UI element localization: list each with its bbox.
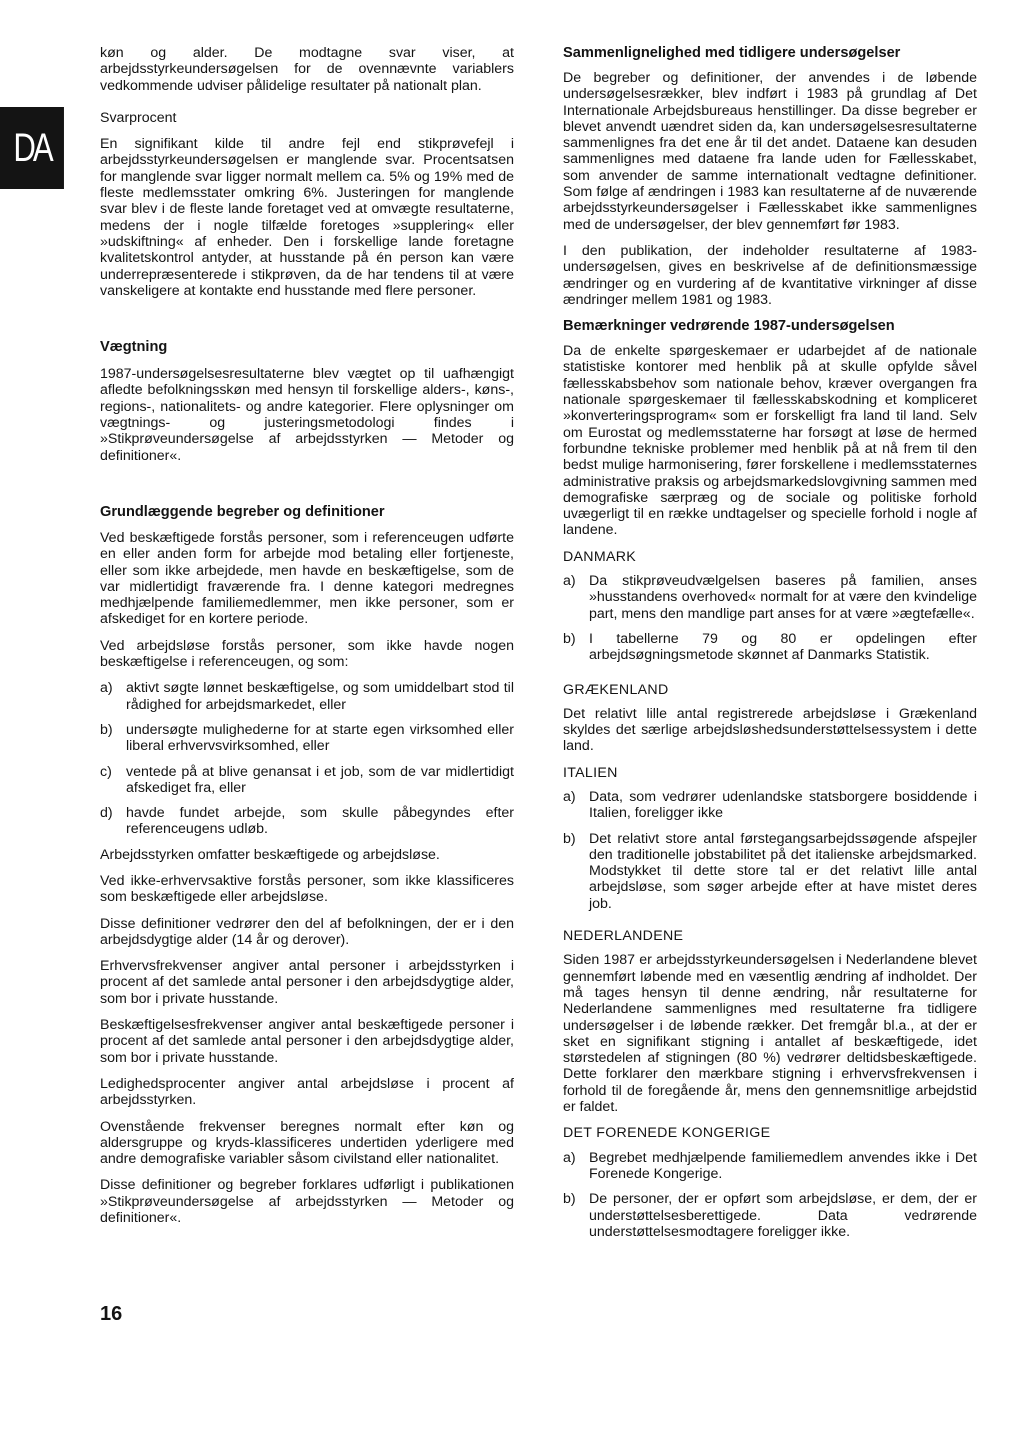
grund-list xyxy=(100,680,514,837)
page-number: 16 xyxy=(100,1303,123,1325)
intro-paragraph: køn og alder. De modtagne svar viser, at arbejdsstyrkeundersøgelsen for de ovennævnte variablers vedkommende udviser pålidelige resultater på nationalt plan. xyxy=(100,45,514,94)
grund-paragraph-8: Ledighedsprocenter angiver antal arbejdsløse i procent af arbejdsstyrken. xyxy=(100,1075,514,1109)
grund-paragraph-4: Ved ikke-erhvervsaktive forstås personer, som ikke klassificeres som beskæftigede eller arbejdsløse. xyxy=(100,872,514,906)
grundlaeggende-heading: Grundlæggende begreber og definitioner xyxy=(100,503,385,520)
grund-paragraph-7: Beskæftigelsesfrekvenser angiver antal beskæftigede personer i procent af det samlede antal personer i den arbejdsdygtige alder, som bor i private husstande. xyxy=(100,1017,514,1066)
vaegtning-paragraph: 1987-undersøgelsesresultaterne blev vægtet op til uafhængigt afledte befolkningsskøn med hensyn til forskellige alders-, køns-, regions-, nationalitets- og andre kategorier. Flere oplysninger om vægtnings- og justeringsmetodologi findes i »Stikprøveundersøgelse af arbejdsstyrken — Metoder og definitioner«. xyxy=(100,366,514,464)
list-item: a) Data, som vedrører udenlandske statsborgere bosiddende i Italien, foreligger ikke xyxy=(563,788,977,822)
grund-paragraph-3: Arbejdsstyrken omfatter beskæftigede og arbejdsløse. xyxy=(100,846,440,863)
list-item: b) I tabellerne 79 og 80 er opdelingen efter arbejdsøgningsmetode skønnet af Danmarks Statistik. xyxy=(563,630,977,664)
grund-paragraph-1: Ved beskæftigede forstås personer, som i referenceugen udførte en eller anden form for arbejde mod betaling eller fortjeneste, eller som ikke arbejdede, men havde en beskæftigelse, som de var midlertidigt fraværende fra. I denne kategori medregnes medhjælpende familiemedlemmer, men ikke personer, som er afskediget for en kortere periode. xyxy=(100,529,514,628)
country-heading-uk: DET FORENEDE KONGERIGE xyxy=(563,1125,771,1142)
sammenlignelighed-paragraph-1: De begreber og definitioner, der anvendes i de løbende undersøgelsesrækker, blev indført i 1983 på grundlag af Det Internationale Arbejdsbureaus henstillinger. Da disse begreber er blevet anvendt uændret siden da, kan undersøgelsesresultaterne sammenlignes fra det ene år til det andet. Dataene kan desuden sammenlignes med dataene fra lande uden for Fællesskabet, som anvender de samme internationalt vedtagne definitioner. Som følge af ændringen i 1983 kan resultaterne af de nuværende arbejdsstyrkeundersøgelser i Fællesskabet ikke sammenlignes med de undersøgelser, der blev gennemført før 1983. xyxy=(563,70,977,233)
country-heading-graekenland: GRÆKENLAND xyxy=(563,681,669,698)
list-item: d) havde fundet arbejde, som skulle påbegyndes efter referenceugens udløb. xyxy=(100,805,514,838)
list-item: a) aktivt søgte lønnet beskæftigelse, og som umiddelbart stod til rådighed for arbejdsmarkedet, eller xyxy=(100,680,514,713)
bemaerkninger-paragraph: Da de enkelte spørgeskemaer er udarbejdet af de nationale statistiske kontorer med henblik på at skulle opfylde såvel fællesskabsbehov som nationale behov, kræver overgangen fra nationale spørgeskemaer til fællesskabskodning et kompliceret »konverteringsprogram« som er forskelligt fra land til land. Selv om Eurostat og medlemsstaterne har forsøgt at løse de hermed forbundne tekniske problemer med henblik på at nå frem til den bedst mulige harmonisering, fører forskellene i medlemsstaternes administrative praksis og arbejdsmarkedslovgivning sammen med demografiske særpræg og de sociale og politiske forhold uvægerligt til en række undtagelser og specielle forhold i nogle af landene. xyxy=(563,343,977,539)
list-item: a) Da stikprøveudvælgelsen baseres på familien, anses »husstandens overhoved« normalt for at være den kvindelige part, mens den mandlige part anses for at være »ægtefælle«. xyxy=(563,573,977,622)
left-column xyxy=(100,45,514,1236)
grund-paragraph-5: Disse definitioner vedrører den del af befolkningen, der er i den arbejdsdygtige alder (14 år og derover). xyxy=(100,915,514,948)
grund-paragraph-2: Ved arbejdsløse forstås personer, som ikke havde nogen beskæftigelse i referenceugen, og som: xyxy=(100,637,514,671)
country-heading-italien: ITALIEN xyxy=(563,764,618,781)
country-heading-danmark: DANMARK xyxy=(563,548,637,565)
vaegtning-heading: Vægtning xyxy=(100,339,168,356)
danmark-list xyxy=(563,573,977,663)
italien-list xyxy=(563,789,977,912)
uk-list xyxy=(563,1150,977,1240)
list-item: b) De personer, der er opført som arbejdsløse, er dem, der er understøttelsesberettigede. Data vedrørende understøttelsesmodtagere foreligger ikke. xyxy=(563,1191,977,1240)
right-column xyxy=(563,45,977,1249)
nederlandene-paragraph: Siden 1987 er arbejdsstyrkeundersøgelsen i Nederlandene blevet gennemført løbende med en væsentlig ændring af indholdet. Der må tages hensyn til denne ændring, når resultaterne for Nederlandene sammenlignes med resultaterne fra tidligere undersøgelser i de løbende rækker. Det fremgår bl.a., at der er sket en signifikant stigning i antallet af beskæftigede, idet størstedelen af stigningen (80 %) vedrører deltidsbeskæftigede. Dette forklarer den mærkbare stigning i erhvervsfrekvensen i forhold til de foregående år, mens den gennemsnitlige arbejdstid er faldet. xyxy=(563,952,977,1116)
list-item: a) Begrebet medhjælpende familiemedlem anvendes ikke i Det Forenede Kongerige. xyxy=(563,1149,977,1182)
language-tab-label: DA xyxy=(13,125,51,170)
sammenlignelighed-heading: Sammenlignelighed med tidligere undersøgelser xyxy=(563,45,901,61)
list-item: c) ventede på at blive genansat i et job, som de var midlertidigt afskediget fra, eller xyxy=(100,763,514,796)
graekenland-paragraph: Det relativt lille antal registrerede arbejdsløse i Grækenland skyldes det særlige arbejdsløshedsunderstøttelsessystem i dette land. xyxy=(563,705,977,755)
grund-paragraph-9: Ovenstående frekvenser beregnes normalt efter køn og aldersgruppe og kryds-klassificeres undertiden yderligere med andre demografiske variabler såsom civilstand eller nationalitet. xyxy=(100,1118,514,1168)
bemaerkninger-heading: Bemærkninger vedrørende 1987-undersøgelsen xyxy=(563,318,895,335)
list-item: b) undersøgte mulighederne for at starte egen virksomhed eller liberal erhvervsvirksomhed, eller xyxy=(100,721,514,755)
sammenlignelighed-paragraph-2: I den publikation, der indeholder resultaterne af 1983-undersøgelsen, gives en beskrivelse af de definitionsmæssige ændringer og en vurdering af de kvantitative virkninger af disse ændringer mellem 1981 og 1983. xyxy=(563,242,977,308)
svarprocent-label: Svarprocent xyxy=(100,109,177,126)
svarprocent-paragraph: En signifikant kilde til andre fejl end stikprøvefejl i arbejdsstyrkeundersøgelsen er manglende svar. Procentsatsen for manglende svar ligger normalt mellem ca. 5% og 19% med de fleste medlemsstater omkring 6%. Justeringen for manglende svar blev i de fleste lande foretaget ved at omvægte resultaterne, medens der i nogle tilfælde foretoges »supplering« eller »udskiftning« af enheder. Den i forskellige lande foretagne kvalitetskontrol antyder, at husstande på én person kan være underrepræsenterede i stikprøven, da de har tendens til at være vanskeligere at kontakte end husstande med flere personer. xyxy=(100,136,514,299)
country-heading-nederlandene: NEDERLANDENE xyxy=(563,928,684,945)
grund-paragraph-10: Disse definitioner og begreber forklares udførligt i publikationen »Stikprøveundersøgelse af arbejdsstyrken — Metoder og definitioner«. xyxy=(100,1177,514,1227)
language-tab xyxy=(0,107,64,189)
grund-paragraph-6: Erhvervsfrekvenser angiver antal personer i arbejdsstyrken i procent af det samlede antal personer i den arbejdsdygtige alder, som bor i private husstande. xyxy=(100,958,514,1007)
list-item: b) Det relativt store antal førstegangsarbejdssøgende afspejler den traditionelle jobstabilitet på det italienske arbejdsmarked. Modstykket til dette store tal er det relativt lille antal arbejdsløse, som søger arbejde efter at have mistet deres job. xyxy=(563,830,977,912)
